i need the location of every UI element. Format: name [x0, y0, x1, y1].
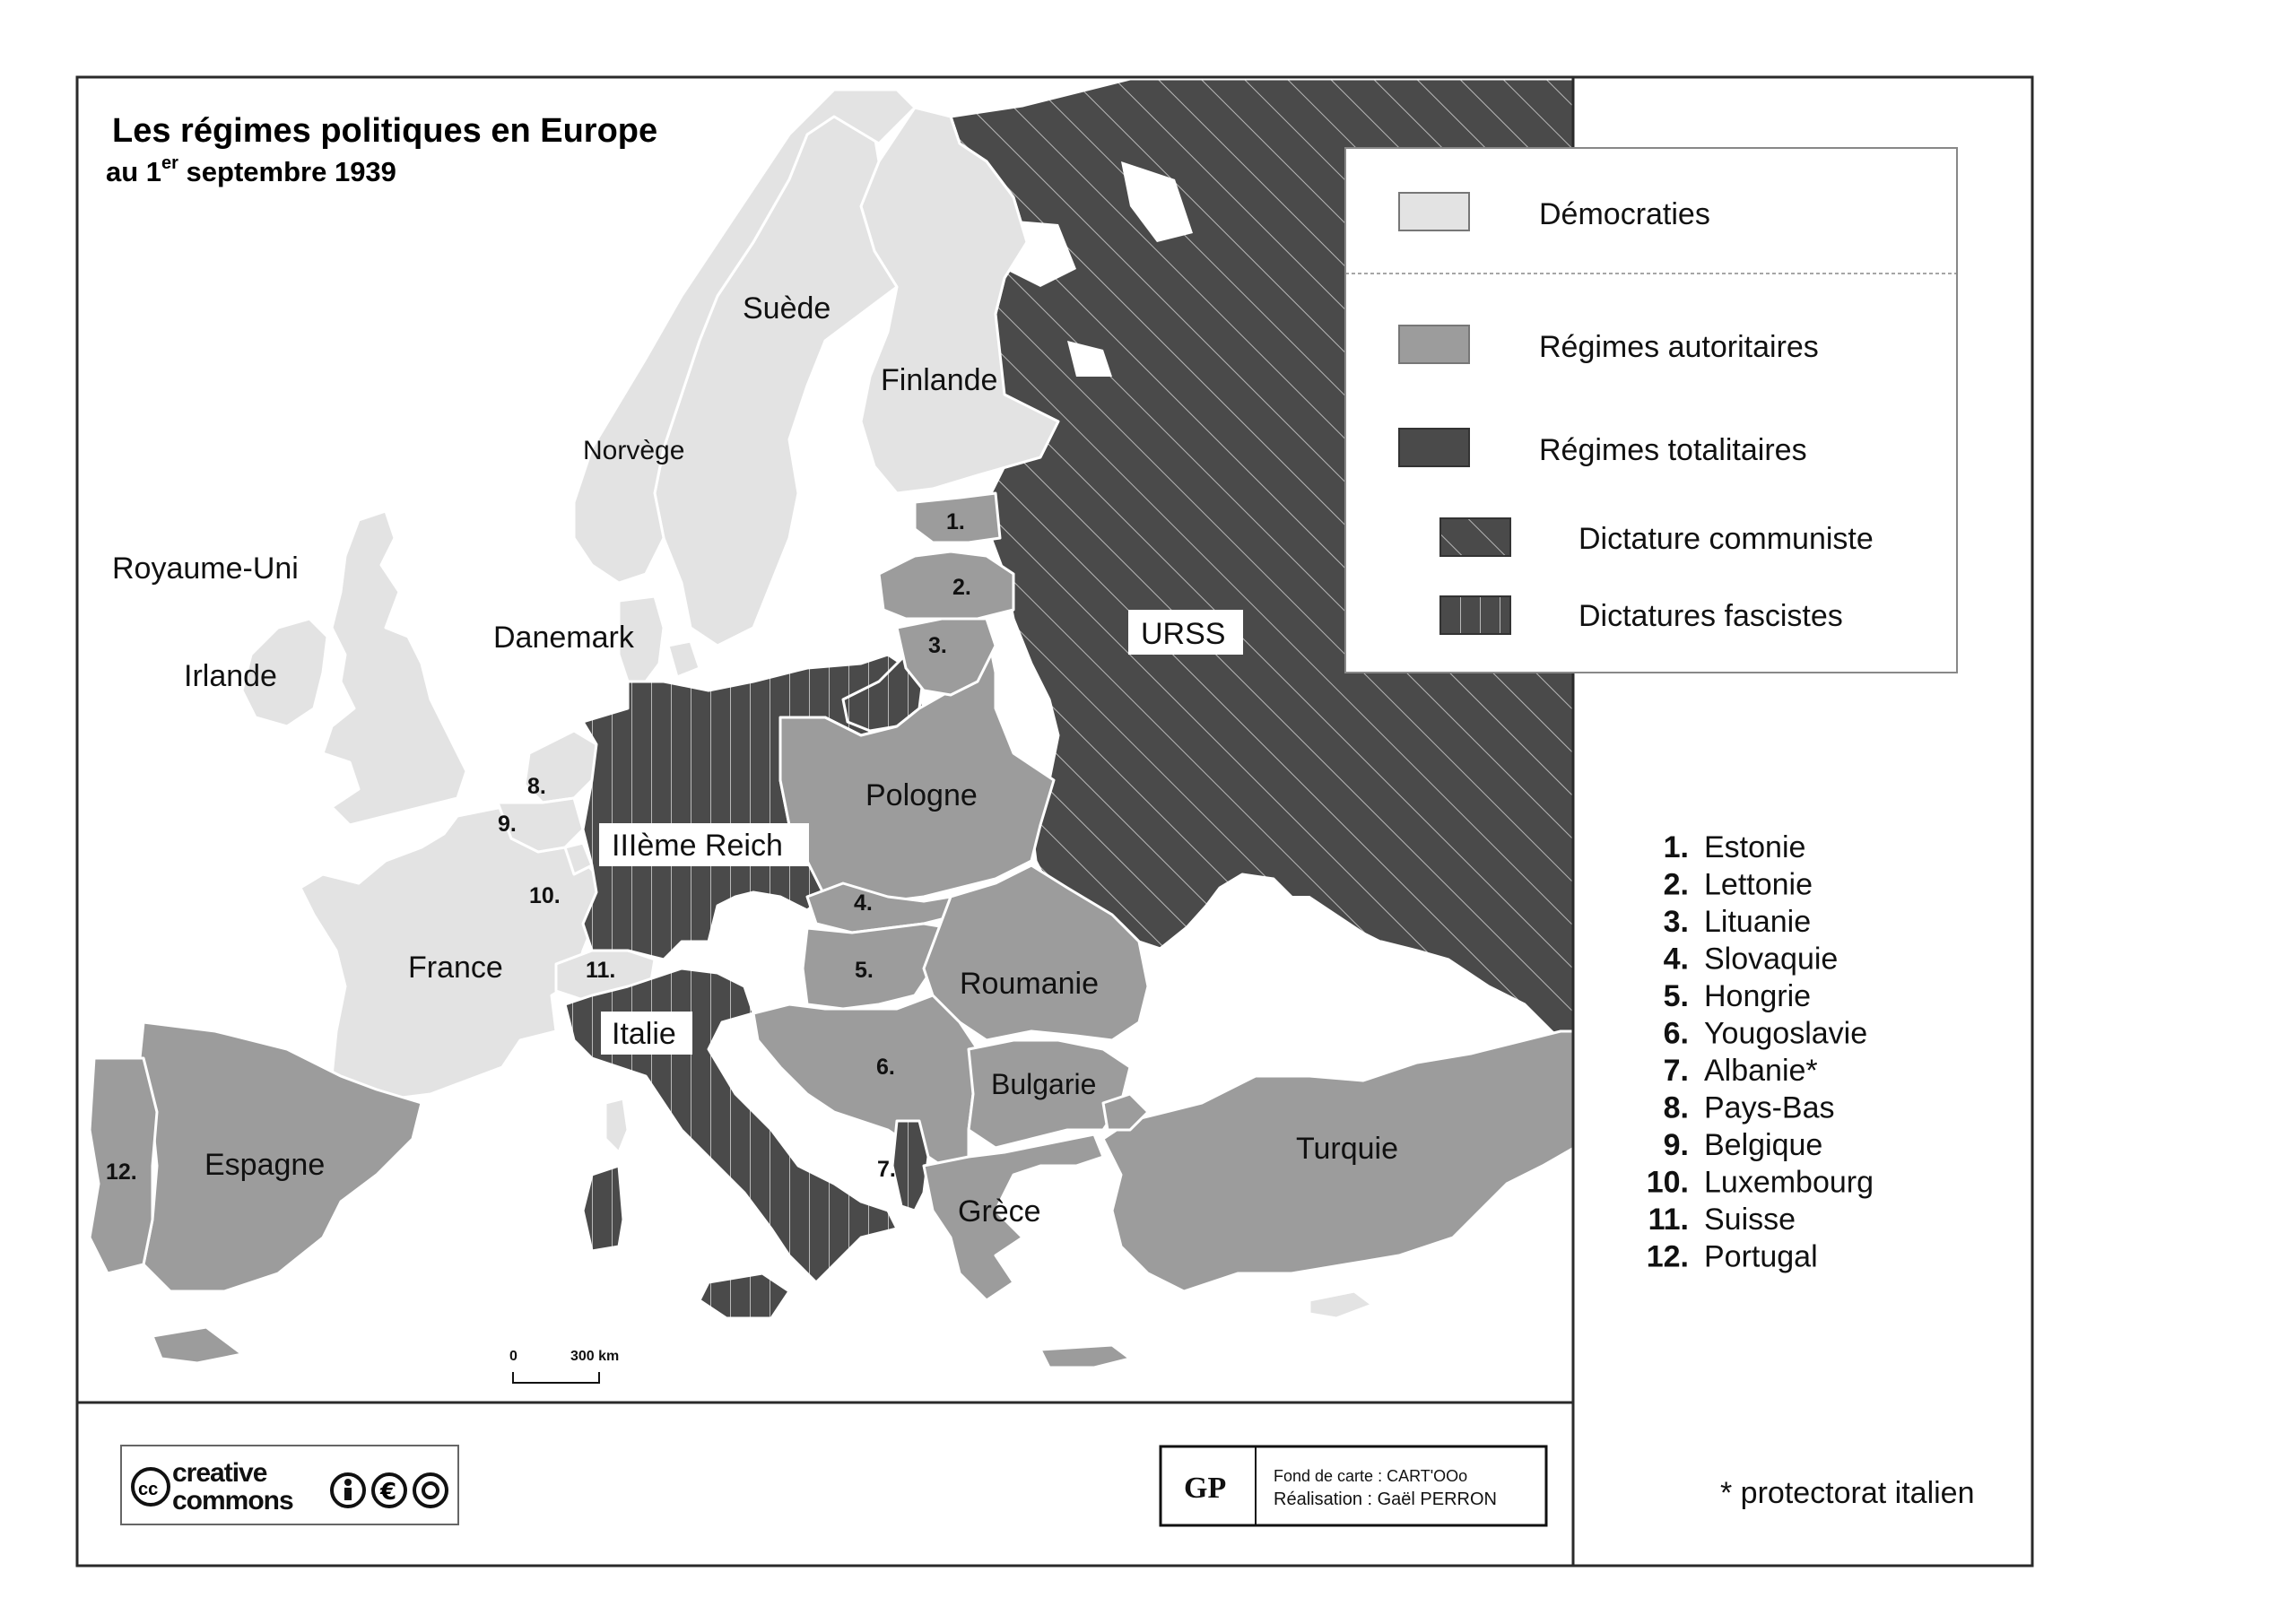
country-list-number: 1.: [1663, 830, 1689, 864]
label-irlande: Irlande: [184, 659, 277, 693]
map-num-4: 4.: [854, 890, 873, 916]
cc-text-line2: commons: [172, 1486, 293, 1515]
cc-logo-text: cc: [138, 1480, 159, 1499]
country-list-number: 3.: [1663, 905, 1689, 939]
country-list-number: 12.: [1646, 1239, 1689, 1274]
country-list-number: 5.: [1663, 979, 1689, 1013]
country-lettonie: [879, 551, 1013, 619]
label-royaume-uni: Royaume-Uni: [112, 551, 299, 586]
scale-distance: 300 km: [570, 1349, 620, 1364]
country-list-name: Lituanie: [1704, 905, 1812, 939]
country-list-name: Hongrie: [1704, 979, 1812, 1013]
country-list-number: 7.: [1663, 1054, 1689, 1088]
scale-bar: [513, 1372, 599, 1383]
country-list-number: 6.: [1663, 1016, 1689, 1051]
totalitaire-swatch: [1399, 429, 1469, 466]
country-list-number: 8.: [1663, 1090, 1689, 1125]
credit-realisation: Réalisation : Gaël PERRON: [1274, 1489, 1497, 1509]
democratie-swatch: [1399, 193, 1469, 230]
label-bulgarie: Bulgarie: [991, 1068, 1097, 1100]
country-list: [1647, 830, 1874, 1274]
country-list-name: Albanie*: [1704, 1054, 1818, 1088]
credit-fond: Fond de carte : CART'OOo: [1274, 1467, 1468, 1485]
label-turquie: Turquie: [1296, 1132, 1399, 1166]
label-italie: Italie: [612, 1017, 676, 1051]
map-subtitle: au 1er septembre 1939: [106, 153, 396, 187]
map-num-3: 3.: [928, 633, 947, 658]
label-suede: Suède: [743, 291, 831, 326]
map-num-11: 11.: [586, 958, 616, 983]
map-num-7: 7.: [877, 1157, 896, 1182]
map-num-2: 2.: [952, 575, 971, 600]
map-num-6: 6.: [876, 1055, 895, 1080]
country-list-name: Yougoslavie: [1704, 1016, 1868, 1051]
country-list-number: 10.: [1646, 1165, 1689, 1200]
cc-text-line1: creative: [172, 1458, 267, 1488]
label-roumanie: Roumanie: [960, 967, 1099, 1001]
country-list-name: Estonie: [1704, 830, 1806, 864]
country-royaume-uni: [323, 511, 466, 825]
by-icon-head: [344, 1479, 352, 1486]
north-africa: [152, 1327, 242, 1363]
country-list-number: 4.: [1663, 942, 1689, 977]
diagonal-hatch-swatch: [1440, 518, 1510, 556]
country-list-number: 11.: [1648, 1203, 1689, 1237]
scale-zero: 0: [509, 1349, 517, 1364]
island-sardaigne: [583, 1166, 623, 1251]
legend-fascistes: Dictatures fascistes: [1578, 599, 1843, 633]
map-num-9: 9.: [498, 812, 517, 837]
country-list-name: Lettonie: [1704, 867, 1813, 902]
country-list-name: Slovaquie: [1704, 942, 1839, 977]
map-num-5: 5.: [855, 958, 874, 983]
label-urss: URSS: [1141, 617, 1226, 651]
gp-logo: GP: [1184, 1472, 1227, 1505]
island-crete: [1040, 1345, 1130, 1368]
country-list-number: 2.: [1663, 867, 1689, 902]
label-danemark: Danemark: [493, 621, 634, 655]
country-list-name: Portugal: [1704, 1239, 1818, 1274]
map-num-1: 1.: [946, 509, 965, 534]
legend-autoritaires: Régimes autoritaires: [1539, 330, 1819, 364]
label-reich: IIIème Reich: [612, 829, 783, 863]
map-num-8: 8.: [527, 774, 546, 799]
legend-democraties: Démocraties: [1539, 197, 1710, 231]
map-num-10: 10.: [529, 883, 561, 908]
nc-icon-glyph: €: [380, 1479, 397, 1506]
by-icon-body: [344, 1488, 352, 1500]
country-list-number: 9.: [1663, 1128, 1689, 1162]
label-pologne: Pologne: [865, 778, 978, 812]
label-finlande: Finlande: [881, 363, 998, 397]
country-list-name: Pays-Bas: [1704, 1090, 1835, 1125]
map-num-12: 12.: [106, 1159, 137, 1185]
legend-communiste: Dictature communiste: [1578, 522, 1874, 556]
label-france: France: [408, 951, 503, 985]
label-espagne: Espagne: [204, 1148, 326, 1182]
island-corse: [605, 1099, 628, 1152]
legend-totalitaires: Régimes totalitaires: [1539, 433, 1807, 467]
vertical-hatch-swatch: [1440, 596, 1510, 634]
label-norvege: Norvège: [583, 436, 685, 465]
footnote: * protectorat italien: [1720, 1476, 1975, 1510]
map-title: Les régimes politiques en Europe: [112, 112, 658, 150]
label-grece: Grèce: [958, 1194, 1041, 1229]
country-yougoslavie: [753, 995, 978, 1166]
country-list-name: Suisse: [1704, 1203, 1796, 1237]
autoritaire-swatch: [1399, 326, 1469, 363]
island-sicile: [700, 1273, 789, 1318]
island-chypre: [1309, 1291, 1372, 1318]
country-list-name: Luxembourg: [1704, 1165, 1874, 1200]
country-list-name: Belgique: [1704, 1128, 1823, 1162]
